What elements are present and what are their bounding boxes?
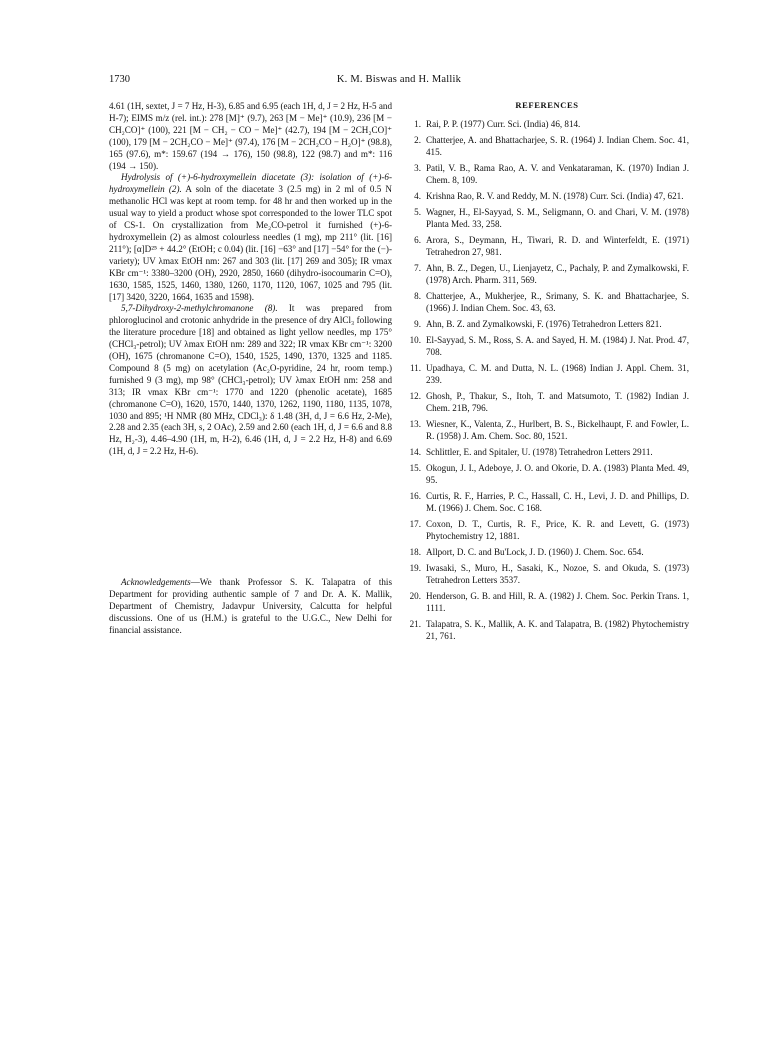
reference-number: 8.: [414, 291, 421, 302]
reference-number: 14.: [409, 447, 421, 458]
reference-item: [405, 547, 689, 559]
reference-text: Schlittler, E. and Spitaler, U. (1978) Tetrahedron Letters 2911.: [426, 447, 653, 458]
reference-item: [405, 591, 689, 615]
reference-text: Coxon, D. T., Curtis, R. F., Price, K. R. and Levett, G. (1973) Phytochemistry 12, 1881.: [426, 519, 689, 542]
reference-number: 13.: [409, 419, 421, 430]
reference-item: [405, 491, 689, 515]
hydrolysis-paragraph: [109, 172, 392, 303]
reference-number: 10.: [409, 335, 421, 346]
reference-text: Wiesner, K., Valenta, Z., Hurlbert, B. S., Bickelhaupt, F. and Fowler, L. R. (1958) J. Am. Chem. Soc. 80, 1521.: [426, 419, 689, 442]
acknowledgements-label: Acknowledgements: [121, 577, 191, 587]
reference-item: [405, 447, 689, 459]
hydrolysis-body: A soln of the diacetate 3 (2.5 mg) in 2 ml of 0.5 N methanolic HCl was kept at room temp. for 48 hr and then worked up in the usual way to yield a product whose spot corresponded to the lower TLC spot of CS-1. On crystallization from Me₂CO-petrol it furnished (+)-6-hydroxymellein (2) as almost colourless needles (1 mg), mp 211° (lit. [16] 211°); [α]D²⁵ + 44.2° (EtOH; c 0.04) (lit. [16] −63° and [17] −54° for the (−)-variety); UV λmax EtOH nm: 267 and 303 (lit. [17] 269 and 305); IR νmax KBr cm⁻¹: 3380–3200 (OH), 2920, 2850, 1660 (dihydro-isocoumarin C=O), 1630, 1585, 1525, 1460, 1380, 1260, 1170, 1120, 1067, 1025 and 795 (lit. [17] 3420, 3220, 1664, 1635 and 1598).: [109, 184, 392, 302]
reference-text: Upadhaya, C. M. and Dutta, N. L. (1968) Indian J. Appl. Chem. 31, 239.: [426, 363, 689, 386]
reference-number: 5.: [414, 207, 421, 218]
reference-item: [405, 291, 689, 315]
reference-number: 19.: [409, 563, 421, 574]
reference-text: Ghosh, P., Thakur, S., Itoh, T. and Matsumoto, T. (1982) Indian J. Chem. 21B, 796.: [426, 391, 689, 414]
reference-text: Ahn, B. Z., Degen, U., Lienjayetz, C., Pachaly, P. and Zymalkowski, F. (1978) Arch. Pharm. 311, 569.: [426, 263, 689, 285]
reference-text: Ahn, B. Z. and Zymalkowski, F. (1976) Tetrahedron Letters 821.: [426, 319, 662, 330]
reference-text: Chatterjee, A., Mukherjee, R., Srimany, S. K. and Bhattacharjee, S. (1966) J. Indian Chem. Soc. 43, 63.: [426, 291, 689, 313]
running-head: K. M. Biswas and H. Mallik: [336, 74, 462, 85]
reference-number: 21.: [409, 619, 421, 630]
reference-text: Talapatra, S. K., Mallik, A. K. and Talapatra, B. (1982) Phytochemistry 21, 761.: [426, 619, 689, 642]
reference-item: [405, 263, 689, 287]
reference-item: [405, 135, 689, 159]
reference-item: [405, 119, 689, 131]
reference-text: Krishna Rao, R. V. and Reddy, M. N. (1978) Curr. Sci. (India) 47, 621.: [426, 191, 684, 201]
reference-item: [405, 619, 689, 643]
reference-number: 11.: [409, 363, 421, 374]
reference-item: [405, 163, 689, 187]
reference-item: [405, 207, 689, 231]
reference-item: [405, 519, 689, 543]
acknowledgements-text: —We thank Professor S. K. Talapatra of this Department for providing authentic sample of 7 and Dr. A. K. Mallik, Department of Chemistry, Jadavpur University, Calcutta for helpful discussions. One of us (H.M.) is grateful to the U.G.C., New Delhi for financial assistance.: [109, 577, 392, 635]
reference-item: [405, 191, 689, 203]
reference-text: Patil, V. B., Rama Rao, A. V. and Venkataraman, K. (1970) Indian J. Chem. 8, 109.: [426, 163, 689, 185]
reference-text: Arora, S., Deymann, H., Tiwari, R. D. and Winterfeldt, E. (1971) Tetrahedron 27, 981.: [426, 235, 689, 257]
spectral-data-paragraph: 4.61 (1H, sextet, J = 7 Hz, H-3), 6.85 and 6.95 (each 1H, d, J = 2 Hz, H-5 and H-7); EIMS m/z (rel. int.): 278 [M]⁺ (9.7), 263 [M − Me]⁺ (10.9), 236 [M − CH₂CO]⁺ (100), 221 [M − CH₂ − CO − Me]⁺ (42.7), 194 [M − 2CH₂CO]⁺ (100), 179 [M − 2CH₂CO − Me]⁺ (97.4), 176 [M − 2CH₂CO − H₂O]⁺ (98.8), 165 (97.6), m*: 159.67 (194 → 176), 150 (98.8), 122 (98.7) and m*: 116 (194 → 150).: [109, 101, 392, 171]
reference-number: 12.: [409, 391, 421, 402]
reference-number: 6.: [414, 235, 421, 246]
reference-text: Allport, D. C. and Bu'Lock, J. D. (1960) J. Chem. Soc. 654.: [426, 547, 644, 558]
reference-item: [405, 419, 689, 443]
reference-number: 4.: [414, 191, 421, 201]
acknowledgements: [109, 577, 392, 637]
reference-number: 2.: [414, 135, 421, 145]
chromanone-heading: 5,7-Dihydroxy-2-methylchromanone (8).: [121, 303, 278, 314]
reference-item: [405, 463, 689, 487]
chromanone-body: It was prepared from phloroglucinol and crotonic anhydride in the presence of dry AlCl₃ following the literature procedure [18] and obtained as light yellow needles, mp 175° (CHCl₃-petrol); UV λmax EtOH nm: 289 and 322; IR νmax KBr cm⁻¹: 3200 (OH), 1675 (chromanone C=O), 1540, 1525, 1490, 1370, 1325 and 1185. Compound 8 (5 mg) on acetylation (Ac₂O-pyridine, 24 hr, room temp.) furnished 9 (3 mg), mp 98° (CHCl₃-petrol); UV λmax EtOH nm: 258 and 313; IR νmax KBr cm⁻¹: 1770 and 1220 (phenolic acetate), 1685 (chromanone C=O), 1620, 1570, 1440, 1370, 1262, 1190, 1180, 1135, 1078, 1030 and 895; ¹H NMR (80 MHz, CDCl₃): δ 1.48 (3H, d, J = 6.6 Hz, 2-Me), 2.28 and 2.35 (each 3H, s, 2 OAc), 2.59 and 2.60 (each 1H, d, J = 6.6 and 8.8 Hz, H₂-3), 4.46–4.90 (1H, m, H-2), 6.46 (1H, d, J = 2.2 Hz, H-8) and 6.69 (1H, d, J = 2.2 Hz, H-6).: [109, 303, 392, 457]
reference-text: Chatterjee, A. and Bhattacharjee, S. R. (1964) J. Indian Chem. Soc. 41, 415.: [426, 135, 689, 157]
reference-item: [405, 391, 689, 415]
references-title: REFERENCES: [515, 100, 579, 110]
page-number: 1730: [109, 74, 130, 85]
reference-text: Henderson, G. B. and Hill, R. A. (1982) J. Chem. Soc. Perkin Trans. 1, 1111.: [426, 591, 689, 614]
reference-text: Rai, P. P. (1977) Curr. Sci. (India) 46, 814.: [426, 118, 581, 129]
reference-text: Iwasaki, S., Muro, H., Sasaki, K., Nozoe, S. and Okuda, S. (1973) Tetrahedron Letters 3537.: [426, 563, 689, 586]
reference-text: El-Sayyad, S. M., Ross, S. A. and Sayed, H. M. (1984) J. Nat. Prod. 47, 708.: [426, 335, 689, 358]
hydrolysis-heading: Hydrolysis of (+)-6-hydroxymellein diacetate (3): isolation of (+)-6-hydroxymellein (2).: [109, 172, 392, 195]
reference-item: [405, 235, 689, 259]
page-header: [109, 74, 689, 88]
references-section: [405, 100, 689, 647]
reference-number: 7.: [414, 263, 421, 274]
reference-number: 18.: [409, 547, 421, 558]
chromanone-paragraph: [109, 303, 392, 458]
reference-number: 3.: [414, 163, 421, 173]
reference-number: 20.: [409, 591, 421, 602]
reference-item: [405, 563, 689, 587]
reference-text: Wagner, H., El-Sayyad, S. M., Seligmann, O. and Chari, V. M. (1978) Planta Med. 33, 258.: [426, 207, 689, 229]
reference-text: Curtis, R. F., Harries, P. C., Hassall, C. H., Levi, J. D. and Phillips, D. M. (1966) J. Chem. Soc. C 168.: [426, 491, 689, 514]
reference-text: Okogun, J. I., Adeboye, J. O. and Okorie, D. A. (1983) Planta Med. 49, 95.: [426, 463, 689, 486]
reference-number: 9.: [414, 319, 421, 330]
reference-number: 17.: [409, 519, 421, 530]
left-column: [109, 101, 392, 458]
reference-number: 1.: [414, 118, 421, 129]
reference-number: 16.: [409, 491, 421, 502]
reference-item: [405, 363, 689, 387]
reference-number: 15.: [409, 463, 421, 474]
reference-item: [405, 335, 689, 359]
references-list: [405, 119, 689, 643]
reference-item: [405, 319, 689, 331]
